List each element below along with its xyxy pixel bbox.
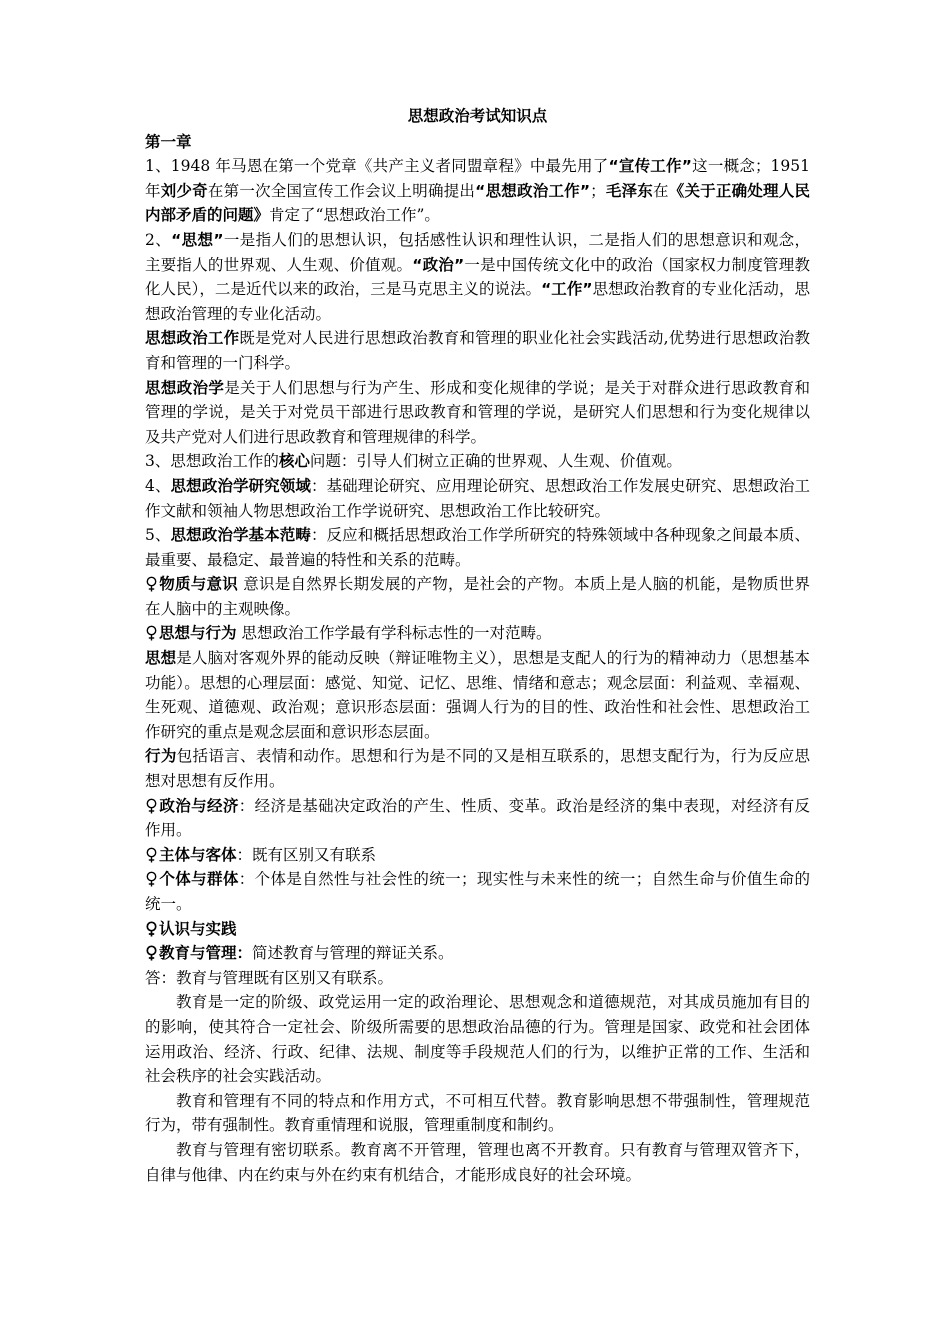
- bold-term: “工作”: [541, 280, 593, 299]
- bold-term: 思想政治学: [145, 378, 225, 397]
- paragraph-13: [145, 843, 810, 868]
- text: ：经济是基础决定政治的产生、性质、变革。政治是经济的集中表现，对经济有反作用。: [145, 796, 810, 840]
- paragraph-16: [145, 941, 810, 966]
- bold-term: 教育与管理：: [159, 944, 253, 963]
- bold-term: 思想政治学基本范畴: [170, 526, 311, 545]
- paragraph-12: [145, 794, 810, 843]
- female-symbol-icon: [145, 945, 158, 961]
- text: ：基础理论研究、应用理论研究、思想政治工作发展史研究、思想政治工作文献和领袖人物思想政治工作学说研究、思想政治工作比较研究。: [145, 476, 810, 520]
- chapter-heading: 第一章: [145, 132, 192, 151]
- text: 在第一次全国宣传工作会议上明确提出: [207, 181, 476, 200]
- text: 5、: [145, 526, 171, 545]
- bold-term: 刘少奇: [160, 181, 208, 200]
- bold-term: 《关于正确处理人民内部矛盾的问题》: [145, 181, 810, 225]
- text: 既是党对人民进行思想政治教育和管理的职业化社会实践活动,优势进行思想政治教育和管理的一门科学。: [145, 329, 810, 372]
- bold-term: 个体与群体: [159, 870, 239, 889]
- paragraph-3: [145, 326, 810, 375]
- text: 包括语言、表情和动作。思想和行为是不同的又是相互联系的，思想支配行为，行为反应思想对思想有反作用。: [145, 747, 810, 791]
- document-title: 思想政治考试知识点: [407, 107, 548, 125]
- bold-term: 政治与经济: [159, 796, 239, 815]
- text: 是关于人们思想与行为产生、形成和变化规律的学说；是关于对群众进行思政教育和管理的学说，是关于对党员干部进行思政教育和管理的学说，是研究人们思想和行为变化规律以及共产党对人们进行思政教育和管理规律的科学。: [145, 378, 810, 446]
- paragraph-2: [145, 228, 810, 326]
- paragraph-7: [145, 523, 810, 572]
- paragraph-10: [145, 646, 810, 744]
- text: 4、: [145, 476, 171, 495]
- text: 肯定了“思想政治工作”。: [269, 206, 440, 225]
- bold-term: 核心: [278, 452, 310, 471]
- female-symbol-icon: [145, 576, 158, 592]
- answer-paragraph-3: 教育与管理有密切联系。教育离不开管理，管理也离不开教育。只有教育与管理双管齐下，自律与他律、内在约束与外在约束有机结合，才能形成良好的社会环境。: [145, 1140, 810, 1184]
- bold-term: 毛泽东: [605, 181, 653, 200]
- female-symbol-icon: [145, 625, 158, 641]
- bold-term: 认识与实践: [159, 919, 237, 938]
- text: ：既有区别又有联系: [236, 845, 377, 864]
- text: 1、1948 年马恩在第一个党章《共产主义者同盟章程》中最先用了: [145, 157, 609, 176]
- paragraph-15: [145, 917, 810, 942]
- bold-term: 行为: [145, 747, 177, 766]
- bold-term: 思想政治工作: [145, 329, 240, 348]
- bold-term: 思想与行为: [159, 624, 237, 643]
- text: ：反应和概括思想政治工作学所研究的特殊领域中各种现象之间最本质、最重要、最稳定、最普遍的特性和关系的范畴。: [145, 526, 810, 569]
- text: 在: [652, 181, 669, 200]
- text: 思想政治教育的专业化活动，思想政治管理的专业化活动。: [145, 280, 810, 323]
- female-symbol-icon: [145, 798, 158, 814]
- paragraph-5: [145, 449, 810, 474]
- paragraph-14: [145, 867, 810, 916]
- paragraph-4: [145, 376, 810, 450]
- text: ：个体是自然性与社会性的统一；现实性与未来性的统一；自然生命与价值生命的统一。: [145, 870, 810, 913]
- answer-paragraph-2: 教育和管理有不同的特点和作用方式，不可相互代替。教育影响思想不带强制性，管理规范行为，带有强制性。教育重情理和说服，管理重制度和制约。: [145, 1091, 810, 1135]
- bold-term: 主体与客体: [159, 845, 237, 864]
- paragraph-9: [145, 621, 810, 646]
- bold-term: “思想政治工作”: [475, 181, 591, 200]
- text: 3、思想政治工作的: [145, 452, 279, 471]
- text: 一是中国传统文化中的政治（国家权力制度管理教化人民），二是近代以来的政治，三是马克思主义的说法。: [145, 255, 810, 299]
- paragraph-8: [145, 572, 810, 621]
- female-symbol-icon: [145, 871, 158, 887]
- female-symbol-icon: [145, 847, 158, 863]
- text: 意识是自然界长期发展的产物，是社会的产物。本质上是人脑的机能，是物质世界在人脑中的主观映像。: [145, 575, 810, 618]
- text: 这一概念；1951 年: [145, 157, 810, 200]
- text: 简述教育与管理的辩证关系。: [252, 944, 454, 963]
- paragraph-11: [145, 744, 810, 793]
- bold-term: 思想政治学研究领域: [170, 476, 311, 495]
- text: 是人脑对客观外界的能动反映（辩证唯物主义），思想是支配人的行为的精神动力（思想基本功能）。思想的心理层面：感觉、知觉、记忆、思维、情绪和意志；观念层面：利益观、幸福观、生死观、道德观、政治观；意识形态层面：强调人行为的目的性、政治性和社会性、思想政治工作研究的重点是观念层面和意识形态层面。: [145, 649, 810, 741]
- paragraph-1: [145, 154, 810, 228]
- bold-term: “思想”: [171, 230, 224, 249]
- bold-term: 思想: [145, 649, 177, 668]
- text: 2、: [145, 230, 172, 249]
- answer-intro: 答：教育与管理既有区别又有联系。: [145, 968, 394, 987]
- text: 一是指人们的思想认识，包括感性认识和理性认识，二是指人们的思想意识和观念，主要指人的世界观、人生观、价值观。: [145, 230, 810, 274]
- bold-term: “宣传工作”: [608, 157, 692, 176]
- female-symbol-icon: [145, 921, 158, 937]
- bold-term: 物质与意识: [159, 575, 239, 594]
- bold-term: “政治”: [412, 255, 465, 274]
- text: 思想政治工作学最有学科标志性的一对范畴。: [236, 624, 552, 643]
- paragraph-6: [145, 474, 810, 523]
- text: ；: [590, 181, 606, 200]
- answer-paragraph-1: 教育是一定的阶级、政党运用一定的政治理论、思想观念和道德规范，对其成员施加有目的的影响，使其符合一定社会、阶级所需要的思想政治品德的行为。管理是国家、政党和社会团体运用政治、经济、行政、纪律、法规、制度等手段规范人们的行为，以维护正常的工作、生活和社会秩序的社会实践活动。: [145, 993, 810, 1086]
- text: 问题：引导人们树立正确的世界观、人生观、价值观。: [309, 452, 682, 471]
